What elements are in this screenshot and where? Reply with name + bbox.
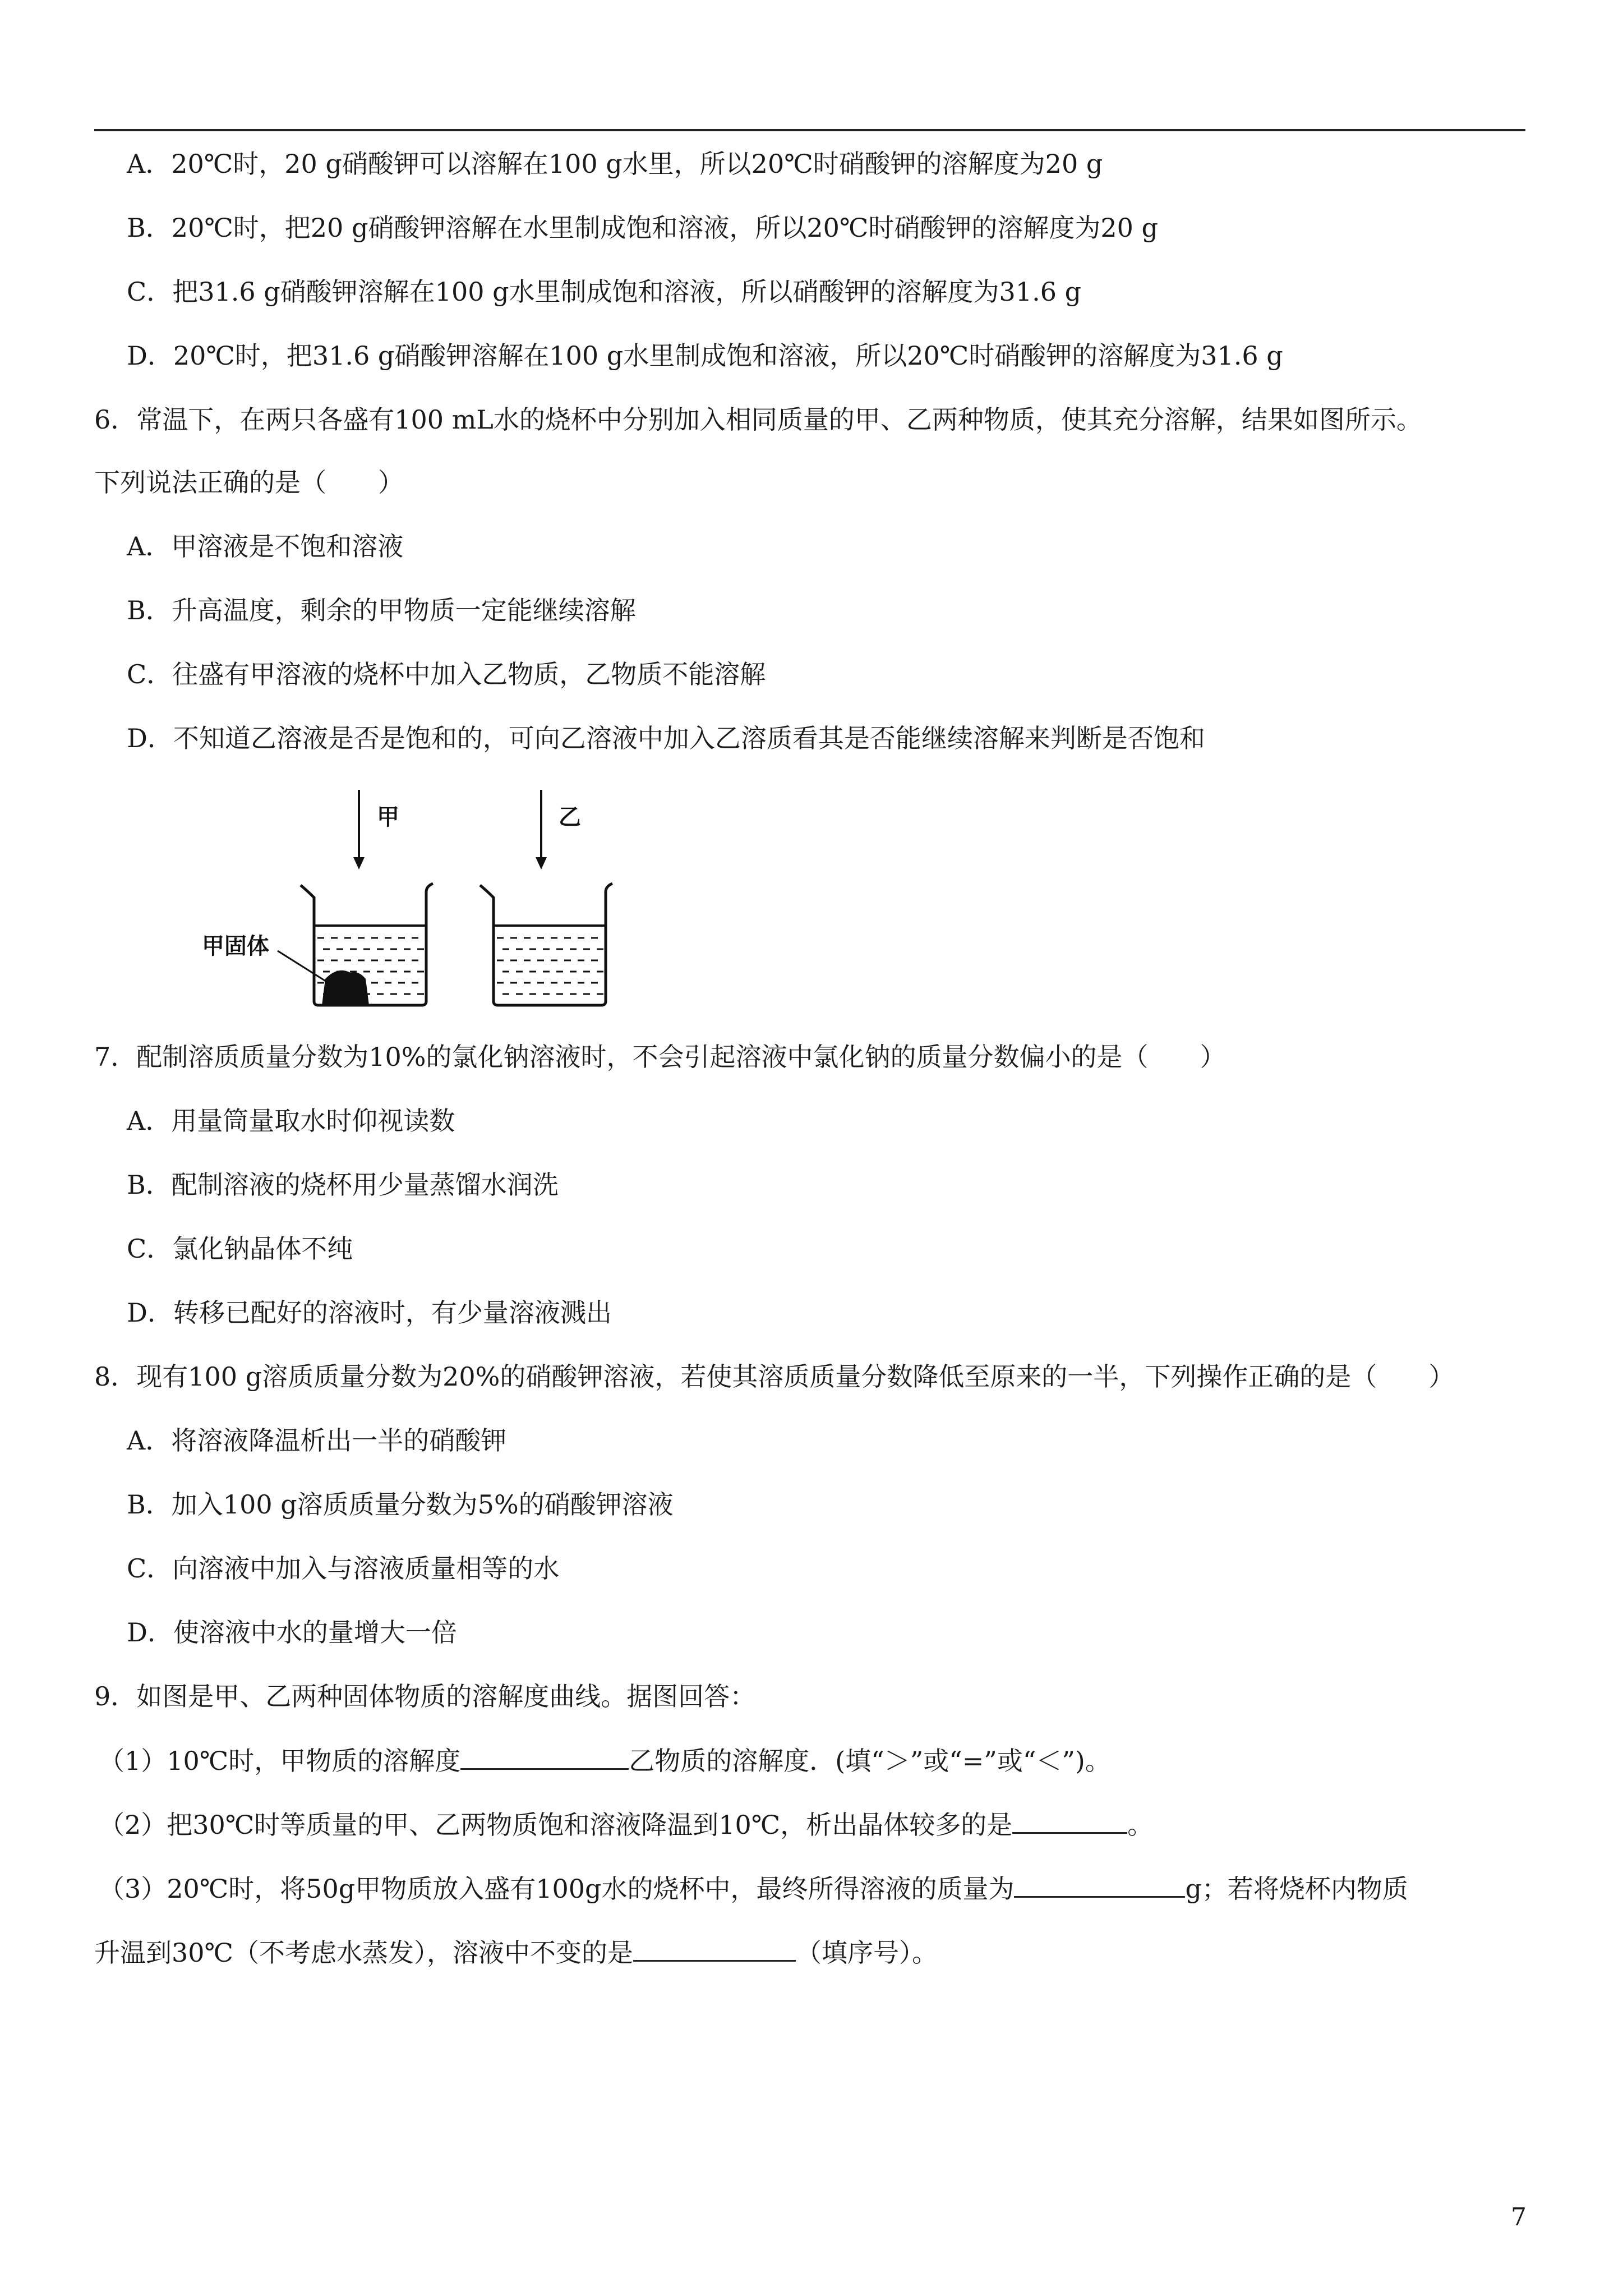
q9-part3-line2-text-before: 升温到30℃（不考虑水蒸发），溶液中不变的是 — [94, 1938, 633, 1968]
q8-option-a: A．将溶液降温析出一半的硝酸钾 — [127, 1425, 507, 1456]
q6-option-d: D．不知道乙溶液是否是饱和的，可向乙溶液中加入乙溶质看其是否能继续溶解来判断是否饱和 — [127, 723, 1205, 753]
q9-part3-text-after: g；若将烧杯内物质 — [1185, 1874, 1408, 1904]
q6-option-c: C．往盛有甲溶液的烧杯中加入乙物质，乙物质不能溶解 — [127, 659, 766, 689]
q8-option-c: C．向溶液中加入与溶液质量相等的水 — [127, 1553, 560, 1584]
q5-option-a: A．20℃时，20 g硝酸钾可以溶解在100 g水里，所以20℃时硝酸钾的溶解度为20 g — [127, 149, 1103, 179]
label-jia: 甲 — [377, 804, 399, 830]
beaker-jia — [301, 884, 433, 1005]
q9-part1-answer-blank[interactable] — [460, 1743, 629, 1770]
page-number: 7 — [1511, 2203, 1527, 2231]
beakers-figure — [191, 785, 639, 1021]
label-yi: 乙 — [559, 804, 581, 830]
solid-pointer — [278, 951, 334, 986]
q5-option-c: C．把31.6 g硝酸钾溶解在100 g水里制成饱和溶液，所以硝酸钾的溶解度为31.6 g — [127, 277, 1082, 307]
q7-option-b: B．配制溶液的烧杯用少量蒸馏水润洗 — [127, 1170, 559, 1200]
q9-part3-answer-blank-2[interactable] — [633, 1935, 796, 1962]
q9-part3 — [99, 1871, 1408, 1906]
q6-stem-line1: 6．常温下，在两只各盛有100 mL水的烧杯中分别加入相同质量的甲、乙两种物质，使其充分溶解，结果如图所示。 — [94, 404, 1422, 435]
beaker-yi — [480, 884, 612, 1005]
q9-part3-line2 — [94, 1935, 938, 1970]
q9-part1-text-after: 乙物质的溶解度．(填“＞”或“=”或“＜”)。 — [629, 1746, 1111, 1776]
q7-option-c: C．氯化钠晶体不纯 — [127, 1234, 353, 1264]
arrow-yi — [536, 790, 547, 869]
q9-part3-answer-blank-1[interactable] — [1014, 1871, 1185, 1898]
solid-jia-pile — [322, 970, 369, 1005]
liquid-yi — [494, 926, 606, 994]
q9-part2 — [99, 1807, 1153, 1842]
q6-option-a: A．甲溶液是不饱和溶液 — [127, 531, 404, 562]
arrow-jia — [353, 790, 365, 869]
q7-stem: 7．配制溶质质量分数为10%的氯化钠溶液时，不会引起溶液中氯化钠的质量分数偏小的是（ ） — [94, 1042, 1226, 1072]
q6-stem-line2: 下列说法正确的是（ ） — [94, 467, 404, 498]
q8-option-b: B．加入100 g溶质质量分数为5%的硝酸钾溶液 — [127, 1489, 674, 1520]
q9-part3-text-before: （3）20℃时，将50g甲物质放入盛有100g水的烧杯中，最终所得溶液的质量为 — [99, 1874, 1015, 1904]
header-rule — [94, 129, 1525, 131]
q5-option-d: D．20℃时，把31.6 g硝酸钾溶解在100 g水里制成饱和溶液，所以20℃时硝酸钾的溶解度为31.6 g — [127, 341, 1283, 371]
q9-stem: 9．如图是甲、乙两种固体物质的溶解度曲线。据图回答： — [94, 1681, 756, 1711]
q9-part2-text-after: 。 — [1127, 1810, 1154, 1840]
q9-part2-text-before: （2）把30℃时等质量的甲、乙两物质饱和溶液降温到10℃，析出晶体较多的是 — [99, 1810, 1013, 1840]
q5-option-b: B．20℃时，把20 g硝酸钾溶解在水里制成饱和溶液，所以20℃时硝酸钾的溶解度为20 g — [127, 213, 1158, 243]
q9-part1 — [99, 1743, 1111, 1778]
q7-option-a: A．用量筒量取水时仰视读数 — [127, 1106, 455, 1136]
q6-option-b: B．升高温度，剩余的甲物质一定能继续溶解 — [127, 595, 636, 625]
label-solid: 甲固体 — [202, 933, 269, 959]
q7-option-d: D．转移已配好的溶液时，有少量溶液溅出 — [127, 1297, 612, 1328]
q8-stem: 8．现有100 g溶质质量分数为20%的硝酸钾溶液，若使其溶质质量分数降低至原来的一半，下列操作正确的是（ ） — [94, 1361, 1455, 1392]
q8-option-d: D．使溶液中水的量增大一倍 — [127, 1617, 457, 1648]
q9-part3-line2-text-after: （填序号）。 — [796, 1938, 938, 1968]
q9-part2-answer-blank[interactable] — [1012, 1807, 1127, 1834]
q9-part1-text-before: （1）10℃时，甲物质的溶解度 — [99, 1746, 461, 1776]
